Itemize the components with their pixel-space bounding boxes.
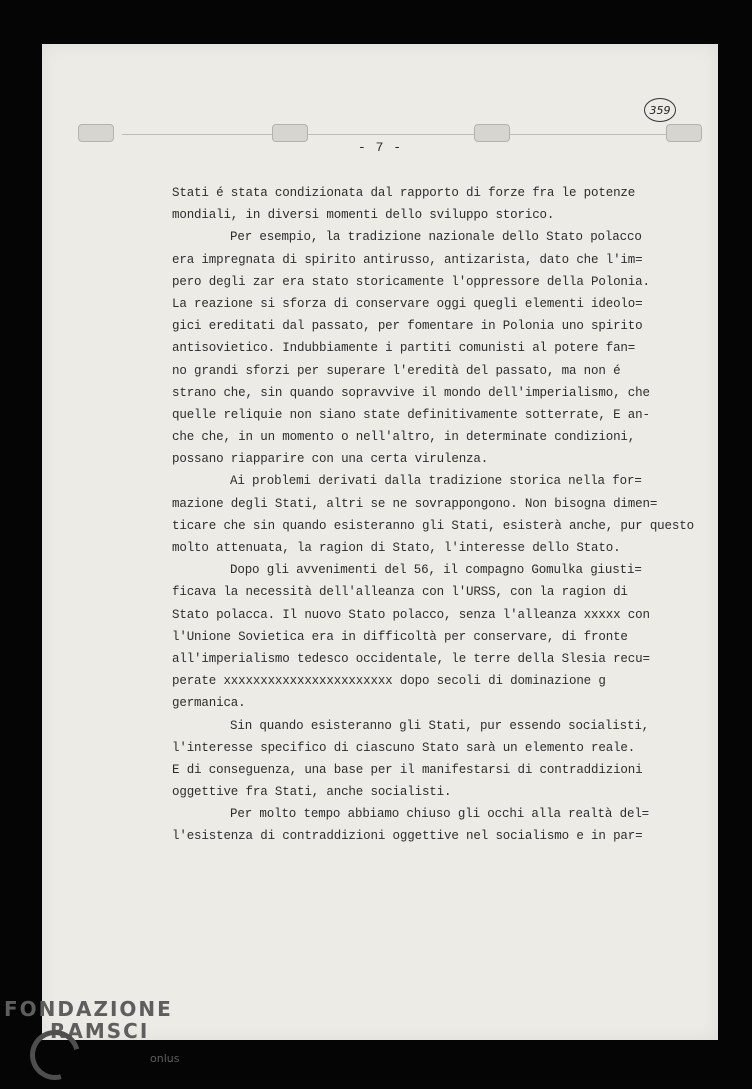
text-line: mazione degli Stati, altri se ne sovrappongono. Non bisogna dimen= (172, 496, 658, 511)
text-line: oggettive fra Stati, anche socialisti. (172, 785, 452, 800)
text-line: molto attenuata, la ragion di Stato, l'interesse dello Stato. (172, 541, 621, 555)
text-line: La reazione si sforza di conservare oggi quegli elementi ideolo= (172, 296, 643, 311)
page-number: - 7 - (357, 140, 402, 155)
watermark-logo (4, 998, 173, 1042)
text-line: Dopo gli avvenimenti del 56, il compagno Gomulka giusti= (230, 563, 642, 578)
text-line: all'imperialismo tedesco occidentale, le terre della Slesia recu= (172, 651, 650, 666)
binder-line (122, 134, 692, 135)
text-line: antisovietico. Indubbiamente i partiti comunisti al potere fan= (172, 341, 636, 356)
watermark-line1: FONDAZIONE (4, 997, 173, 1021)
text-line: Ai problemi derivati dalla tradizione storica nella for= (230, 474, 642, 489)
text-line: ficava la necessità dell'alleanza con l'URSS, con la ragion di (172, 585, 628, 600)
text-line: ticare che sin quando esisteranno gli Stati, esisterà anche, pur questo (172, 518, 694, 533)
text-line: l'Unione Sovietica era in difficoltà per conservare, di fronte (172, 629, 628, 644)
text-line: l'esistenza di contraddizioni oggettive nel socialismo e in par= (172, 829, 643, 844)
text-line: gici ereditati dal passato, per fomentare in Polonia uno spirito (172, 319, 643, 334)
text-line: mondiali, in diversi momenti dello sviluppo storico. (172, 208, 555, 223)
watermark-suffix: onlus (150, 1052, 180, 1065)
text-line: pero degli zar era stato storicamente l'oppressore della Polonia. (172, 274, 650, 289)
text-line: strano che, sin quando sopravvive il mondo dell'imperialismo, che (172, 385, 650, 400)
text-line: germanica. (172, 696, 246, 711)
text-line: Stati é stata condizionata dal rapporto di forze fra le potenze (172, 186, 636, 200)
text-line: Stato polacca. Il nuovo Stato polacco, senza l'alleanza xxxxx con (172, 607, 650, 622)
text-line: Per molto tempo abbiamo chiuso gli occhi alla realtà del= (230, 807, 650, 822)
text-line: perate xxxxxxxxxxxxxxxxxxxxxxx dopo secoli di dominazione g (172, 674, 606, 689)
text-line: possano riapparire con una certa virulenza. (172, 452, 489, 467)
typewritten-text (172, 182, 694, 848)
text-line: Sin quando esisteranno gli Stati, pur essendo socialisti, (230, 718, 650, 733)
watermark-line2: RAMSCI (50, 1019, 150, 1043)
text-line: che che, in un momento o nell'altro, in determinate condizioni, (172, 430, 636, 445)
text-line: Per esempio, la tradizione nazionale dello Stato polacco (230, 230, 642, 245)
text-line: era impregnata di spirito antirusso, antizarista, dato che l'im= (172, 252, 643, 267)
text-line: E di conseguenza, una base per il manifestarsi di contraddizioni (172, 762, 643, 777)
text-line: no grandi sforzi per superare l'eredità del passato, ma non é (172, 363, 621, 378)
document-page (42, 44, 718, 1040)
archive-number-stamp: 359 (644, 98, 676, 122)
text-line: quelle reliquie non siano state definitivamente sotterrate, E an- (172, 407, 650, 422)
text-line: l'interesse specifico di ciascuno Stato sarà un elemento reale. (172, 740, 636, 755)
